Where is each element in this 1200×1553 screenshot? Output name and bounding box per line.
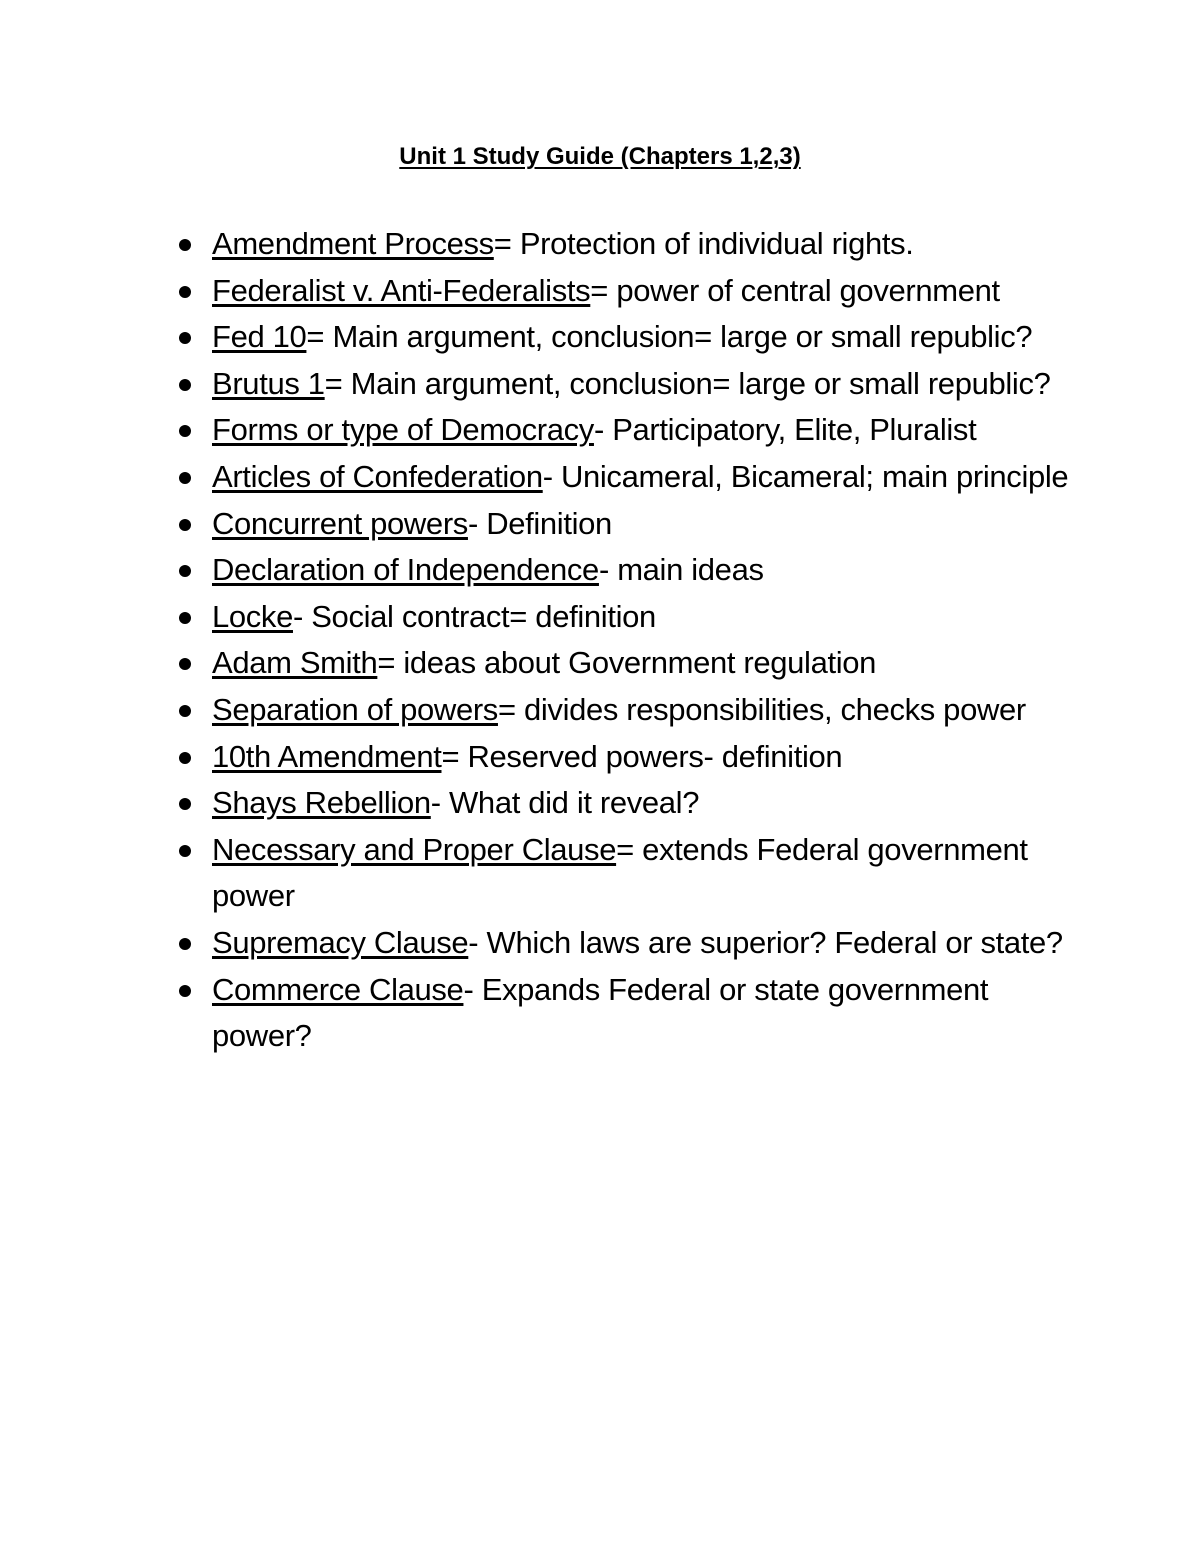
item-term: Separation of powers — [212, 691, 498, 727]
bullet-icon — [179, 332, 191, 344]
item-text: = extends Federal government power — [212, 831, 1028, 914]
bullet-icon — [179, 379, 191, 391]
list-item — [0, 734, 1072, 781]
list-item — [0, 314, 1072, 361]
item-text: = Protection of individual rights. — [493, 226, 914, 261]
item-term: Articles of Confederation — [212, 458, 543, 494]
list-item — [0, 361, 1072, 408]
item-term: Fed 10 — [212, 319, 307, 355]
item-text: = power of central government — [590, 272, 1000, 308]
item-term: Amendment Process — [212, 226, 494, 261]
item-term: Forms or type of Democracy — [212, 412, 594, 448]
item-term: Locke — [212, 598, 293, 634]
list-item — [0, 967, 1072, 1060]
item-term: Brutus 1 — [212, 365, 325, 401]
item-text: - Expands Federal or state government power? — [212, 971, 989, 1054]
bullet-icon — [179, 612, 191, 624]
list-item — [0, 547, 1072, 594]
item-text: - Definition — [467, 505, 612, 541]
bullet-icon — [179, 845, 191, 857]
item-text: = ideas about Government regulation — [377, 645, 877, 681]
list-item — [0, 780, 1072, 827]
list-item — [0, 827, 1072, 920]
item-text: - Unicameral, Bicameral; main principle — [542, 458, 1069, 494]
item-text: - Participatory, Elite, Pluralist — [593, 412, 977, 448]
bullet-icon — [179, 425, 191, 437]
list-item — [0, 268, 1072, 315]
item-text: = Main argument, conclusion= large or small republic? — [306, 319, 1033, 355]
item-term: Federalist v. Anti-Federalists — [212, 272, 591, 308]
bullet-icon — [179, 938, 191, 950]
list-item — [0, 594, 1072, 641]
item-text: - Social contract= definition — [292, 598, 656, 634]
list-item — [0, 920, 1072, 967]
item-term: Necessary and Proper Clause — [212, 831, 617, 867]
item-term: Adam Smith — [212, 645, 378, 681]
list-item — [0, 454, 1072, 501]
item-term: 10th Amendment — [212, 738, 442, 774]
item-text: - Which laws are superior? Federal or state? — [468, 924, 1063, 960]
bullet-icon — [179, 658, 191, 670]
list-item — [0, 640, 1072, 687]
bullet-icon — [179, 798, 191, 810]
item-text: = Reserved powers- definition — [441, 738, 843, 774]
item-term: Declaration of Independence — [212, 552, 599, 588]
document-title: Unit 1 Study Guide (Chapters 1,2,3) — [399, 143, 801, 170]
item-term: Shays Rebellion — [212, 785, 431, 821]
item-text: = divides responsibilities, checks power — [497, 691, 1026, 727]
list-item — [0, 687, 1072, 734]
bullet-icon — [179, 239, 191, 251]
bullet-icon — [179, 985, 191, 997]
bullet-icon — [179, 286, 191, 298]
study-guide-list — [0, 221, 1100, 1060]
bullet-icon — [179, 519, 191, 531]
list-item — [0, 501, 1072, 548]
bullet-icon — [179, 472, 191, 484]
bullet-icon — [179, 705, 191, 717]
list-item — [0, 407, 1072, 454]
bullet-icon — [179, 565, 191, 577]
item-text: - main ideas — [598, 552, 764, 588]
item-term: Supremacy Clause — [212, 924, 469, 960]
item-text: = Main argument, conclusion= large or small republic? — [324, 365, 1051, 401]
item-text: - What did it reveal? — [430, 785, 700, 821]
list-item — [0, 221, 1072, 268]
item-term: Commerce Clause — [212, 971, 464, 1007]
bullet-icon — [179, 752, 191, 764]
item-term: Concurrent powers — [212, 505, 468, 541]
